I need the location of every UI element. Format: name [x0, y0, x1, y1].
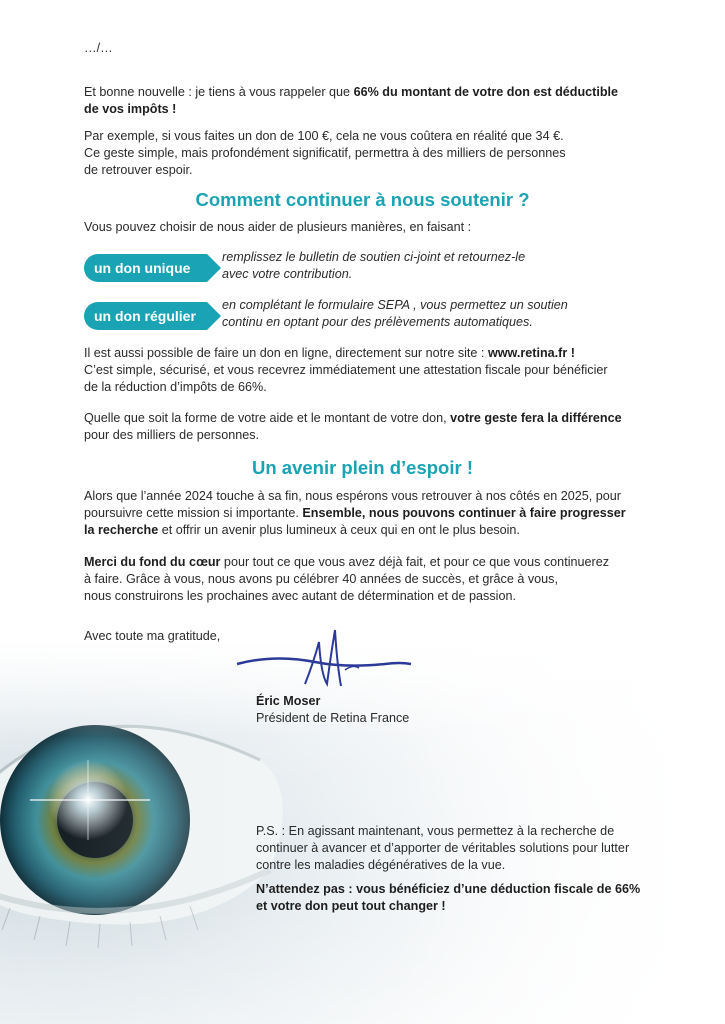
online-text: C’est simple, sécurisé, et vous recevrez immédiatement une attestation fiscale pour bénéficier: [84, 363, 608, 377]
closing-greeting: Avec toute ma gratitude,: [84, 629, 221, 643]
option-desc-regular: [222, 297, 568, 331]
intro-line: Par exemple, si vous faites un don de 100 €, cela ne vous coûtera en réalité que 34 €.: [84, 129, 564, 143]
intro-bold-2: de vos impôts !: [84, 102, 177, 116]
online-paragraph: [84, 345, 684, 396]
future-text: poursuivre cette mission si importante.: [84, 506, 303, 520]
option-desc-line: remplissez le bulletin de soutien ci-joint et retournez-le: [222, 250, 526, 264]
section-title-future: Un avenir plein d’espoir !: [251, 457, 473, 478]
thanks-bold: Merci du fond du cœur: [84, 555, 221, 569]
future-text: et offrir un avenir plus lumineux à ceux qui en ont le plus besoin.: [158, 523, 520, 537]
intro-line: Ce geste simple, mais profondément significatif, permettra à des milliers de personnes: [84, 146, 566, 160]
ps-text: contre les maladies dégénératives de la vue.: [256, 858, 506, 872]
online-text: Il est aussi possible de faire un don en ligne, directement sur notre site :: [84, 346, 488, 360]
option-pill-regular: un don régulier: [84, 302, 207, 330]
website-link[interactable]: www.retina.fr !: [487, 346, 575, 360]
signatory-name: Éric Moser: [256, 694, 321, 708]
thanks-text: à faire. Grâce à vous, nous avons pu célébrer 40 années de succès, et grâce à vous,: [84, 572, 558, 586]
option-pill-unique: un don unique: [84, 254, 207, 282]
future-paragraph-1: [84, 488, 684, 539]
intro-paragraph-2: [84, 128, 684, 179]
future-bold: Ensemble, nous pouvons continuer à faire progresser: [302, 506, 626, 520]
ps-bold: et votre don peut tout changer !: [256, 899, 446, 913]
thanks-text: pour tout ce que vous avez déjà fait, et pour ce que vous continuerez: [220, 555, 609, 569]
intro-bold: 66% du montant de votre don est déductible: [353, 85, 619, 99]
page-continuation-marker: …/…: [84, 41, 113, 55]
thanks-text: nous construirons les prochaines avec autant de détermination et de passion.: [84, 589, 516, 603]
difference-paragraph: [84, 410, 684, 444]
difference-text: Quelle que soit la forme de votre aide et le montant de votre don,: [84, 411, 451, 425]
section-title-support: Comment continuer à nous soutenir ?: [195, 189, 530, 210]
online-text: de la réduction d’impôts de 66%.: [84, 380, 267, 394]
handwritten-signature: [235, 624, 415, 699]
ps-bold: N’attendez pas : vous bénéficiez d’une déduction fiscale de 66%: [256, 882, 641, 896]
ps-text: P.S. : En agissant maintenant, vous permettez à la recherche de: [256, 824, 615, 838]
intro-line: de retrouver espoir.: [84, 163, 193, 177]
ps-cta: [256, 881, 686, 915]
intro-text: Et bonne nouvelle : je tiens à vous rappeler que: [84, 85, 354, 99]
future-paragraph-2: [84, 554, 684, 605]
difference-bold: votre geste fera la différence: [450, 411, 622, 425]
option-desc-line: continu en optant pour des prélèvements automatiques.: [222, 315, 533, 329]
difference-text: pour des milliers de personnes.: [84, 428, 260, 442]
option-desc-unique: [222, 249, 525, 283]
option-desc-line: en complétant le formulaire SEPA , vous permettez un soutien: [222, 298, 568, 312]
option-desc-line: avec votre contribution.: [222, 267, 353, 281]
intro-paragraph-1: [84, 84, 664, 118]
section1-lead: Vous pouvez choisir de nous aider de plusieurs manières, en faisant :: [84, 220, 472, 234]
ps-paragraph: [256, 823, 676, 874]
signatory-role: Président de Retina France: [256, 711, 410, 725]
future-bold: la recherche: [84, 523, 159, 537]
ps-text: continuer à avancer et d’apporter de véritables solutions pour lutter: [256, 841, 630, 855]
future-text: Alors que l’année 2024 touche à sa fin, nous espérons vous retrouver à nos côtés en 2025, pour: [84, 489, 621, 503]
